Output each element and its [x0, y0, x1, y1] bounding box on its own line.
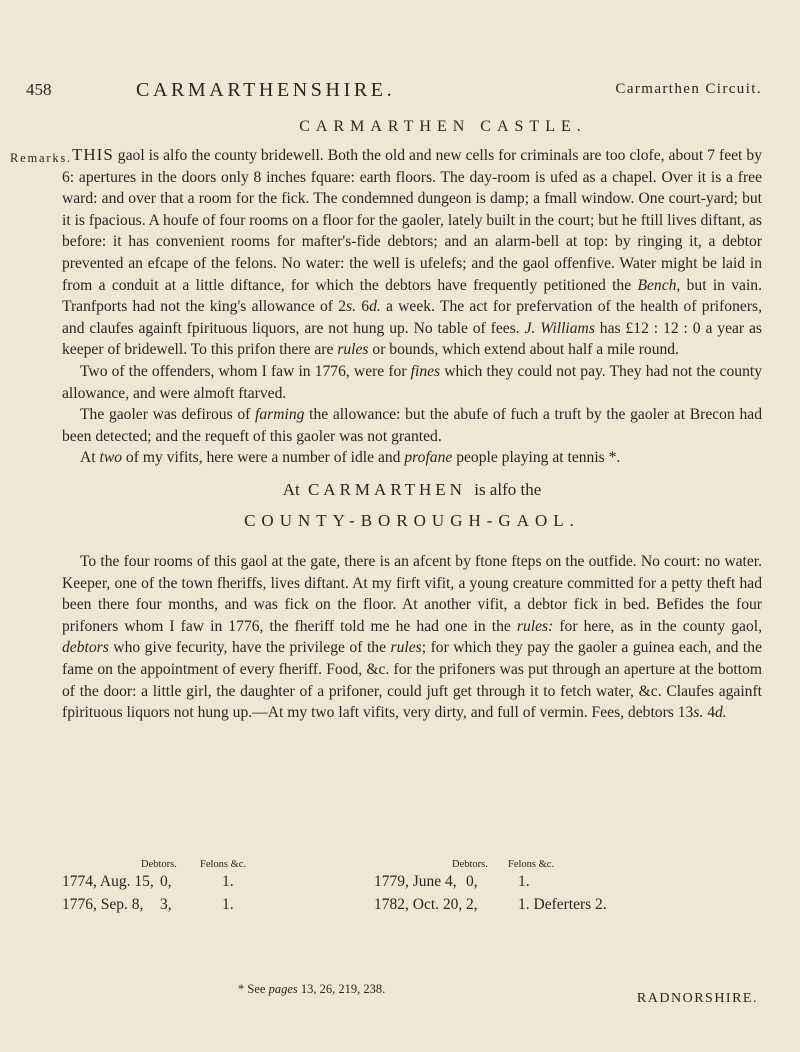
paragraph: Two of the offenders, whom I faw in 1776, were for fines which they could not pay. They had not the county allowance, and were almoft ftarved. — [62, 362, 762, 402]
running-title: CARMARTHENSHIRE. — [136, 79, 396, 101]
table-cell: 1. Deferters 2. — [518, 896, 607, 913]
paragraph: THIS gaol is alfo the county bridewell. Both the old and new cells for criminals are too clofe, about 7 feet by 6: apertures in the doors only 8 inches fquare: earth floors. The day-room is ufed as a chapel. Over it is a free ward: and over that a room for the fick. The condemned dungeon is damp; a fmall window. One court-yard; but it is fpacious. A houfe of four rooms on a floor for the gaoler, lately built in the court; but he ftill lives diftant, as before: it has convenient rooms for mafter's-fide debtors; and an alarm-bell at top: by ringing it, a debtor prevented an efcape of the felons. No water: the well is ufelefs; and the gaol offenfive. Water might be laid in from a conduit at a little diftance, for which the debtors have frequently petitioned the Bench, but in vain. Tranfports had not the king's allowance of 2s. 6d. a week. The act for prefervation of the health of prifoners, and claufes againft fpirituous liquors, are not hung up. No table of fees. J. Williams has £12 : 12 : 0 a year as keeper of bridewell. To this prifon there are rules or bounds, which extend about half a mile round. — [62, 145, 763, 359]
table-cell: 1. — [222, 873, 234, 890]
column-header: Felons &c. — [200, 859, 247, 870]
circuit-title: Carmarthen Circuit. — [615, 81, 762, 97]
table-cell: 1782, Oct. 20, — [374, 896, 463, 913]
paragraph: To the four rooms of this gaol at the gate, there is an afcent by ftone fteps on the outfide. No court: no water. Keeper, one of the town fheriffs, lives diftant. At my firft vifit, a young creature committed for a petty theft had been there four months, and was fick on the floor. At another vifit, a debtor fick in bed. Befides the four prifoners whom I faw in 1776, the fheriff told me he had one in the rules: for here, as in the county gaol, debtors who give fecurity, have the privilege of the rules; for which they pay the gaoler a guinea each, and the fame on the appointment of every fheriff. Food, &c. for the prifoners was put through an aperture at the bottom of the door: a little girl, the daughter of a prifoner, could juft get through it to fetch water, &c. Claufes againft fpirituous liquors not hung up.—At my two laft vifits, very dirty, and full of vermin. Fees, debtors 13s. 4d. — [62, 553, 762, 722]
table-cell: 2, — [466, 896, 478, 913]
table-cell: 0, — [160, 873, 172, 890]
paragraph: At two of my vifits, here were a number of idle and profane people playing at tennis *. — [80, 449, 621, 467]
catchword: RADNORSHIRE. — [636, 991, 758, 1006]
column-header: Felons &c. — [508, 859, 555, 870]
table-cell: 1776, Sep. 8, — [62, 896, 144, 913]
main-text — [62, 144, 762, 724]
section-title: CARMARTHEN CASTLE. — [299, 118, 587, 135]
table-cell: 3, — [160, 896, 172, 913]
borough-title: COUNTY-BOROUGH-GAOL. — [244, 510, 580, 530]
paragraph: The gaoler was defirous of farming the allowance: but the abufe of fuch a truft by the gaoler at Brecon had been detected; and the requeft of this gaoler was not granted. — [62, 406, 762, 445]
at-line: At CARMARTHEN is alfo the — [282, 479, 542, 499]
table-cell: 1774, Aug. 15, — [62, 873, 154, 890]
table-cell: 0, — [466, 873, 478, 890]
table-cell: 1779, June 4, — [374, 873, 457, 890]
table-cell: 1. — [222, 896, 234, 913]
footnote: * See pages 13, 26, 219, 238. — [238, 982, 386, 996]
column-header: Debtors. — [452, 859, 488, 870]
running-head — [26, 80, 762, 104]
page-number: 458 — [26, 80, 52, 99]
column-header: Debtors. — [141, 859, 177, 870]
margin-note: Remarks. — [10, 151, 72, 165]
table-cell: 1. — [518, 873, 530, 890]
